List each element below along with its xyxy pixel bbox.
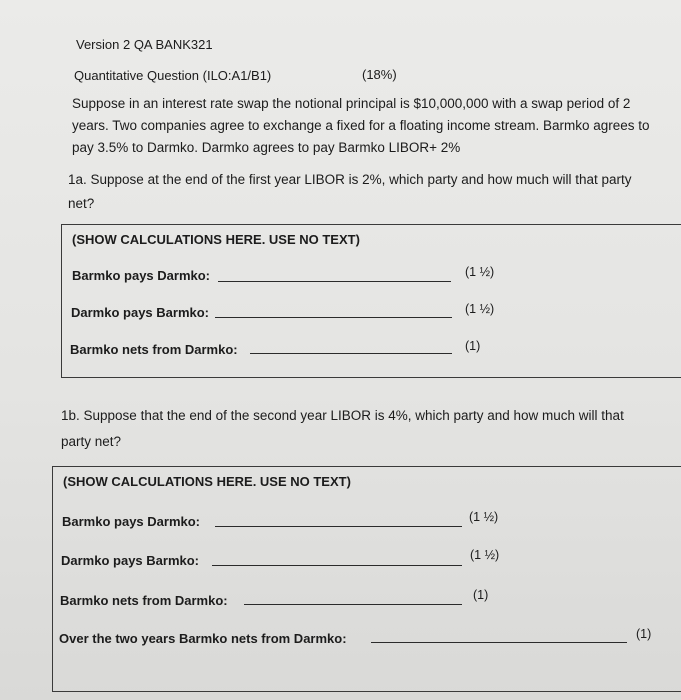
- intro-line-2: years. Two companies agree to exchange a fixed for a floating income stream. Barmko agrees to: [72, 118, 650, 133]
- q1b-barmko-nets-marks: (1): [473, 588, 489, 602]
- q1b-two-year-net-label: Over the two years Barmko nets from Darmko:: [59, 631, 347, 646]
- intro-line-1: Suppose in an interest rate swap the notional principal is $10,000,000 with a swap period of 2: [72, 96, 631, 111]
- q1b-barmko-nets-blank[interactable]: [244, 604, 462, 605]
- q1b-barmko-pays-blank[interactable]: [215, 526, 462, 527]
- q1a-darmko-pays-marks: (1 ½): [465, 302, 495, 316]
- q1a-box-heading: (SHOW CALCULATIONS HERE. USE NO TEXT): [72, 232, 360, 247]
- q1b-barmko-pays-label: Barmko pays Darmko:: [62, 514, 200, 529]
- q1a-barmko-nets-label: Barmko nets from Darmko:: [70, 342, 238, 357]
- q1b-darmko-pays-label: Darmko pays Barmko:: [61, 553, 199, 568]
- q1b-darmko-pays-blank[interactable]: [212, 565, 462, 566]
- q1a-barmko-nets-marks: (1): [465, 339, 481, 353]
- q1a-barmko-pays-blank[interactable]: [218, 281, 451, 282]
- q1b-two-year-net-marks: (1): [636, 627, 652, 641]
- q1b-two-year-net-blank[interactable]: [371, 642, 627, 643]
- q1a-prompt-line-2: net?: [68, 196, 95, 211]
- q1b-barmko-pays-marks: (1 ½): [469, 510, 499, 524]
- q1a-barmko-nets-blank[interactable]: [250, 353, 452, 354]
- q1b-darmko-pays-marks: (1 ½): [470, 548, 500, 562]
- q1a-darmko-pays-label: Darmko pays Barmko:: [71, 305, 209, 320]
- question-marks: (18%): [362, 67, 397, 82]
- q1b-prompt-line-1: 1b. Suppose that the end of the second year LIBOR is 4%, which party and how much will that: [61, 408, 624, 423]
- q1a-prompt-line-1: 1a. Suppose at the end of the first year LIBOR is 2%, which party and how much will that party: [68, 172, 632, 187]
- q1b-box-heading: (SHOW CALCULATIONS HERE. USE NO TEXT): [63, 474, 351, 489]
- q1a-barmko-pays-label: Barmko pays Darmko:: [72, 268, 210, 283]
- q1a-barmko-pays-marks: (1 ½): [465, 265, 495, 279]
- question-title: Quantitative Question (ILO:A1/B1): [74, 68, 272, 83]
- q1b-prompt-line-2: party net?: [61, 434, 122, 449]
- q1a-darmko-pays-blank[interactable]: [215, 317, 452, 318]
- version-header: Version 2 QA BANK321: [76, 37, 213, 52]
- q1b-barmko-nets-label: Barmko nets from Darmko:: [60, 593, 228, 608]
- q1b-answer-box[interactable]: [52, 466, 681, 692]
- intro-line-3: pay 3.5% to Darmko. Darmko agrees to pay Barmko LIBOR+ 2%: [72, 140, 461, 155]
